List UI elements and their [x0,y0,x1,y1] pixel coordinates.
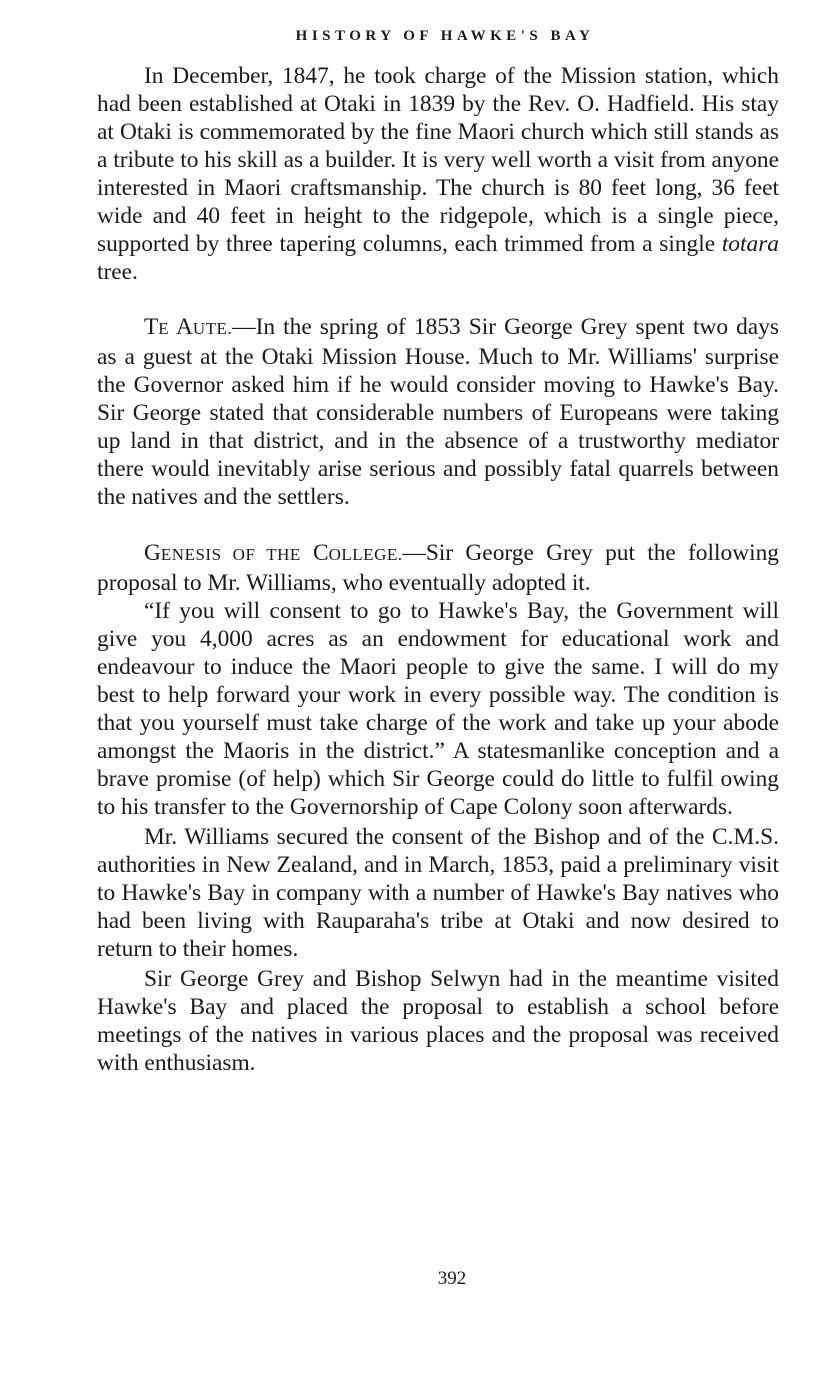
heading-letter: G [144,540,161,566]
italic-term: totara [721,231,779,257]
paragraph-mission-station [97,62,779,286]
section-heading-genesis [144,540,402,566]
page-number: 392 [437,1268,467,1289]
heading-letters: OLLEGE. [328,545,403,564]
book-page [97,0,779,1289]
heading-letters: ENESIS OF THE [160,545,301,564]
paragraph-te-aute [97,313,779,511]
paragraph-text: tree. [97,259,138,285]
paragraph-quotation: “If you will consent to go to Hawke's Bay, the Government will give you 4,000 acres as an endowment for educational work and endeavour to induce the Maori people to give the same. I will do my best to help forward your work in every possible way. The condition is that you yourself must take charge of the work and take up your abode amongst the Maoris in the district.” A statesmanlike conception and a brave promise (of help) which Sir George could do little to fulfil owing to his transfer to the Governorship of Cape Colony soon afterwards. [97,598,779,820]
heading-letters: E [158,319,170,338]
paragraph-genesis-college [97,539,779,597]
heading-letter: T [144,314,159,340]
running-head: HISTORY OF HAWKE'S BAY [295,28,595,44]
paragraph-williams-consent: Mr. Williams secured the consent of the Bishop and of the C.M.S. authorities in New Zealand, and in March, 1853, paid a preliminary visit to Hawke's Bay in company with a number of Hawke's Bay natives who had been living with Rauparaha's tribe at Otaki and now desired to return to their homes. [97,824,779,962]
paragraph-text: —Sir George Grey put the following proposal to Mr. Williams, who eventually adopted it. [97,540,779,596]
heading-letter: C [313,540,329,566]
paragraph-grey-selwyn: Sir George Grey and Bishop Selwyn had in the meantime visited Hawke's Bay and placed the proposal to establish a school before meetings of the natives in various places and the proposal was received with enthusiasm. [97,966,779,1076]
heading-letters: UTE. [192,319,233,338]
section-heading-te-aute [144,314,232,340]
heading-letter: A [175,314,193,340]
paragraph-text: In December, 1847, he took charge of the Mission station, which had been established at Otaki in 1839 by the Rev. O. Hadfield. His stay at Otaki is commemorated by the fine Maori church which still stands as a tribute to his skill as a builder. It is very well worth a visit from anyone interested in Maori craftsmanship. The church is 80 feet long, 36 feet wide and 40 feet in height to the ridgepole, which is a single piece, supported by three tapering columns, each trimmed from a single [97,63,779,257]
paragraph-text: —In the spring of 1853 Sir George Grey spent two days as a guest at the Otaki Mission House. Much to Mr. Williams' surprise the Governor asked him if he would consider moving to Hawke's Bay. Sir George stated that considerable numbers of Europeans were taking up land in that district, and in the absence of a trustworthy mediator there would inevitably arise serious and possibly fatal quarrels between the natives and the settlers. [97,314,779,510]
